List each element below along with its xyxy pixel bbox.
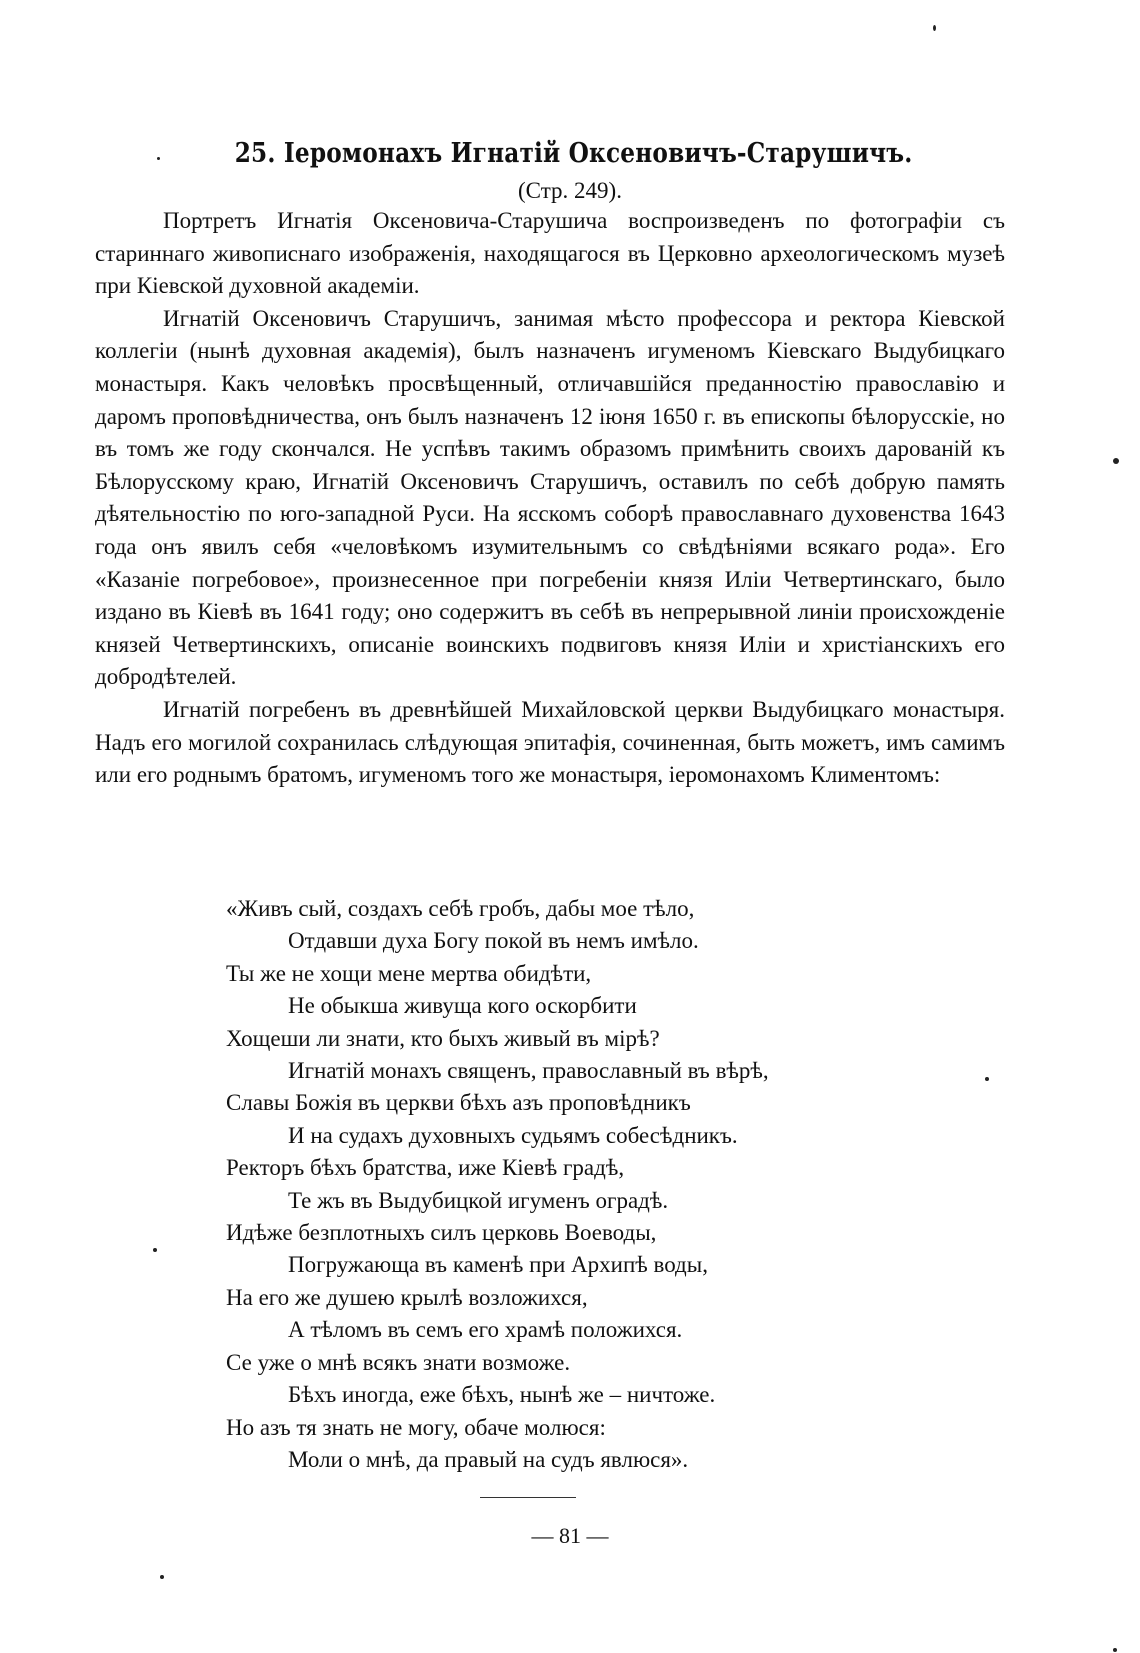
scan-speck bbox=[985, 1077, 989, 1081]
scan-speck bbox=[933, 25, 936, 31]
verse-line: Ты же не хощи мене мертва обидѣти, bbox=[226, 960, 592, 986]
verse-line: Игнатій монахъ священъ, православный въ вѣрѣ, bbox=[288, 1058, 769, 1084]
verse-line: «Живъ сый, создахъ себѣ гробъ, дабы мое тѣло, bbox=[226, 896, 695, 921]
verse-line: И на судахъ духовныхъ судьямъ собесѣдникъ. bbox=[288, 1122, 738, 1148]
paragraph-burial: Игнатій погребенъ въ древнѣйшей Михайловской церкви Выдубицкаго монастыря. Надъ его могилой сохранилась слѣдующая эпитафія, сочиненная, быть можетъ, имъ самимъ или его роднымъ братомъ, игуменомъ того же монастыря, іеромонахомъ Климентомъ: bbox=[95, 696, 1005, 788]
paragraph-biography: Игнатій Оксеновичъ Старушичъ, занимая мѣсто профессора и ректора Кіевской коллегіи (нынѣ духовная академія), былъ назначенъ игуменомъ Кіевскаго Выдубицкаго монастыря. Какъ человѣкъ просвѣщенный, отличавшійся преданностію православію и даромъ проповѣдничества, онъ былъ назначенъ 12 іюня 1650 г. въ епископы бѣлорусскіе, но въ томъ же году скончался. Не успѣвъ такимъ образомъ примѣнить своихъ дарованій къ Бѣлорусскому краю, Игнатій Оксеновичъ Старушичъ, оставилъ по себѣ добрую память дѣятельностію по юго-западной Руси. На ясскомъ соборѣ православнаго духовенства 1643 года онъ явилъ себя «человѣкомъ изумительнымъ со свѣдѣніями всякаго рода». Его «Казаніе погребовое», произнесенное при погребеніи князя Иліи Четвертинскаго, было издано въ Кіевѣ въ 1641 году; оно содержитъ въ себѣ въ непрерывной линіи происхожденіе князей Четвертинскихъ, описаніе воинскихъ подвиговъ князя Иліи и христіанскихъ его добродѣтелей. bbox=[95, 305, 1005, 690]
verse-line: Се уже о мнѣ всякъ знати возможе. bbox=[226, 1349, 571, 1375]
verse-line: Но азъ тя знать не могу, обаче молюся: bbox=[226, 1414, 606, 1440]
verse-line: Бѣхъ иногда, еже бѣхъ, нынѣ же – ничтоже. bbox=[288, 1382, 716, 1408]
scan-speck bbox=[1113, 458, 1119, 464]
verse-line: Славы Божія въ церкви бѣхъ азъ проповѣдникъ bbox=[226, 1090, 691, 1116]
verse-line: Не обыкша живуща кого оскорбити bbox=[288, 993, 637, 1019]
verse-line: Моли о мнѣ, да правый на судъ явлюся». bbox=[288, 1446, 689, 1472]
paragraph-portrait: Портретъ Игнатія Оксеновича-Старушича воспроизведенъ по фотографіи съ стариннаго живописнаго изображенія, находящагося въ Церковно археологическомъ музеѣ при Кіевской духовной академіи. bbox=[95, 208, 1005, 299]
verse-line: Отдавши духа Богу покой въ немъ имѣло. bbox=[288, 928, 699, 954]
page-reference: (Стр. 249). bbox=[518, 178, 622, 203]
verse-line: Хощеши ли знати, кто быхъ живый въ мірѣ? bbox=[226, 1025, 660, 1051]
scan-speck bbox=[157, 157, 160, 160]
page-title: 25. Іеромонахъ Игнатій Оксеновичъ-Старушичъ. bbox=[234, 138, 913, 169]
page-number: — 81 — bbox=[531, 1523, 609, 1548]
verse-line: Ректоръ бѣхъ братства, иже Кіевѣ градѣ, bbox=[226, 1155, 625, 1181]
verse-line: Идѣже безплотныхъ силъ церковь Воеводы, bbox=[226, 1220, 657, 1246]
scan-speck bbox=[1113, 1648, 1117, 1652]
scan-speck bbox=[160, 1575, 164, 1579]
verse-line: На его же душею крылѣ возложихся, bbox=[226, 1284, 588, 1310]
scan-speck bbox=[153, 1248, 157, 1252]
body-text bbox=[95, 205, 1005, 792]
separator-rule bbox=[480, 1497, 576, 1498]
verse-line: Те жъ въ Выдубицкой игуменъ оградѣ. bbox=[288, 1187, 669, 1213]
verse-line: Погружающа въ каменѣ при Архипѣ воды, bbox=[288, 1252, 708, 1278]
verse-line: А тѣломъ въ семъ его храмѣ положихся. bbox=[288, 1317, 683, 1343]
epitaph-verse bbox=[226, 893, 769, 1476]
